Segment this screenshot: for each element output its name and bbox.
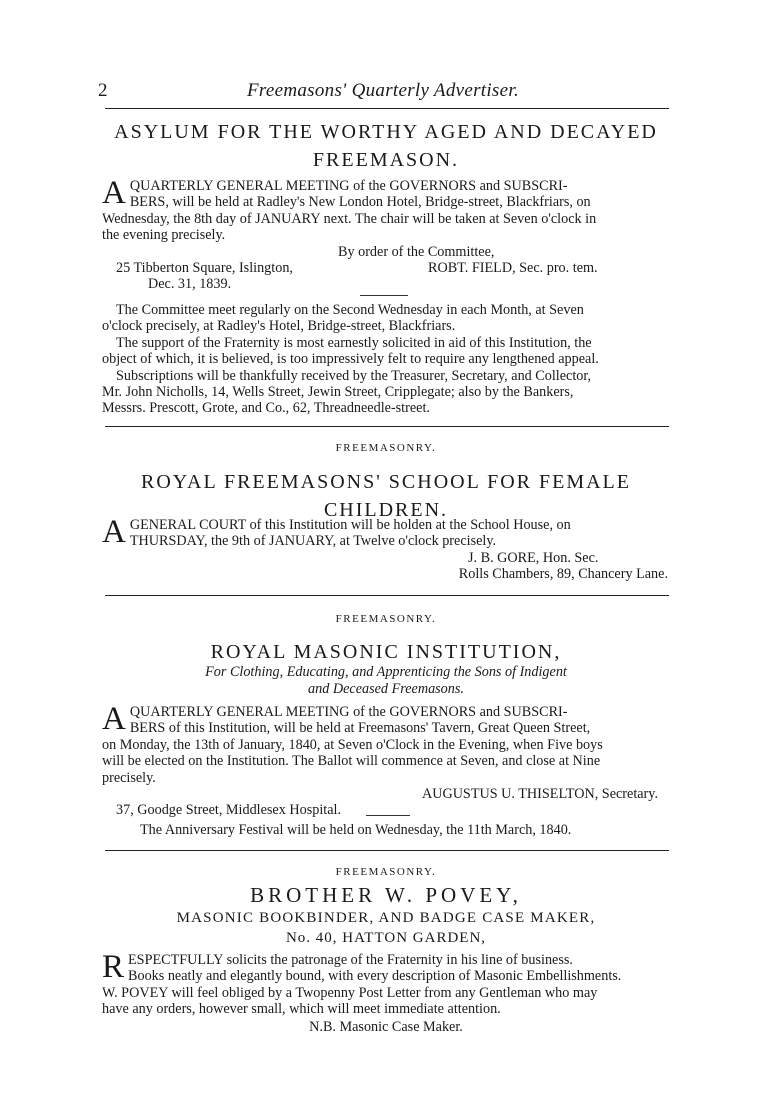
institution-para-line: precisely. xyxy=(102,769,156,786)
section-rule xyxy=(105,426,669,427)
school-address: Rolls Chambers, 89, Chancery Lane. xyxy=(458,566,668,583)
asylum-dropcap: A xyxy=(102,175,126,211)
running-header xyxy=(98,80,668,104)
institution-subtitle-line1: For Clothing, Educating, and Apprenticing the Sons of Indigent xyxy=(205,664,567,680)
asylum-para-line: the evening precisely. xyxy=(102,227,226,244)
institution-para-line: QUARTERLY GENERAL MEETING of the GOVERNORS and SUBSCRI- xyxy=(129,704,568,720)
school-signatory: J. B. GORE, Hon. Sec. xyxy=(468,549,599,566)
povey-nb: N.B. Masonic Case Maker. xyxy=(309,1019,463,1035)
institution-festival-notice xyxy=(102,822,670,838)
povey-heading: BROTHER W. POVEY, xyxy=(250,883,522,907)
asylum-signatory: ROBT. FIELD, Sec. pro. tem. xyxy=(428,260,598,277)
povey-para-line: ESPECTFULLY solicits the patronage of the Fraternity in his line of business. xyxy=(128,952,573,968)
asylum-notes-line: Mr. John Nicholls, 14, Wells Street, Jewin Street, Cripplegate; also by the Bankers, xyxy=(102,384,574,401)
asylum-heading-line1: ASYLUM FOR THE WORTHY AGED AND DECAYED xyxy=(114,121,658,143)
asylum-date: Dec. 31, 1839. xyxy=(148,276,232,293)
school-label: FREEMASONRY. xyxy=(335,442,437,454)
asylum-para-line: BERS, will be held at Radley's New London Hotel, Bridge-street, Blackfriars, on xyxy=(129,194,591,211)
asylum-notice xyxy=(102,175,670,293)
asylum-notes-line: The support of the Fraternity is most earnestly solicited in aid of this Institution, the xyxy=(116,334,592,351)
institution-festival: The Anniversary Festival will be held on Wednesday, the 11th March, 1840. xyxy=(140,822,572,838)
povey-notice xyxy=(102,949,670,1018)
asylum-heading xyxy=(102,118,670,174)
institution-subtitle xyxy=(102,664,670,698)
running-title: Freemasons' Quarterly Advertiser. xyxy=(246,80,519,101)
section-rule xyxy=(105,595,669,596)
institution-para-line: will be elected on the Institution. The Ballot will commence at Seven, and close at Nine xyxy=(102,753,601,770)
povey-para-line: Books neatly and elegantly bound, with every description of Masonic Embellishments. xyxy=(128,968,622,985)
page-number: 2 xyxy=(98,80,108,101)
institution-address: 37, Goodge Street, Middlesex Hospital. xyxy=(116,802,341,819)
school-heading-line1: ROYAL FREEMASONS' SCHOOL FOR FEMALE xyxy=(141,471,631,493)
institution-para-line: on Monday, the 13th of January, 1840, at Seven o'Clock in the Evening, when Five boys xyxy=(102,736,603,753)
institution-divider xyxy=(366,815,410,816)
asylum-notes-line: o'clock precisely, at Radley's Hotel, Bridge-street, Blackfriars. xyxy=(102,318,456,335)
povey-para-line: W. POVEY will feel obliged by a Twopenny Post Letter from any Gentleman who may xyxy=(102,984,598,1001)
institution-heading: ROYAL MASONIC INSTITUTION, xyxy=(210,641,562,663)
asylum-divider xyxy=(360,295,408,296)
povey-dropcap: R xyxy=(102,949,125,985)
asylum-para-line: Wednesday, the 8th day of JANUARY next. The chair will be taken at Seven o'clock in xyxy=(102,210,597,227)
asylum-notes-line: The Committee meet regularly on the Second Wednesday in each Month, at Seven xyxy=(116,302,584,318)
asylum-heading-line2: FREEMASON. xyxy=(312,149,460,171)
institution-para-line: BERS of this Institution, will be held at Freemasons' Tavern, Great Queen Street, xyxy=(129,720,591,737)
asylum-address: 25 Tibberton Square, Islington, xyxy=(116,260,293,277)
institution-dropcap: A xyxy=(102,701,126,737)
institution-subtitle-line2: and Deceased Freemasons. xyxy=(308,681,464,697)
povey-address-heading: No. 40, HATTON GARDEN, xyxy=(285,930,487,946)
school-notice xyxy=(102,514,670,583)
institution-label: FREEMASONRY. xyxy=(335,613,437,625)
asylum-committee-notes xyxy=(102,302,670,417)
school-dropcap: A xyxy=(102,514,126,550)
school-para-line: THURSDAY, the 9th of JANUARY, at Twelve o'clock precisely. xyxy=(129,533,497,550)
povey-para-line: have any orders, however small, which will meet immediate attention. xyxy=(102,1001,501,1018)
asylum-notes-line: Messrs. Prescott, Grote, and Co., 62, Threadneedle-street. xyxy=(102,400,430,417)
povey-label: FREEMASONRY. xyxy=(335,866,437,878)
asylum-para-line: QUARTERLY GENERAL MEETING of the GOVERNORS and SUBSCRI- xyxy=(129,178,568,194)
asylum-notes-line: Subscriptions will be thankfully received by the Treasurer, Secretary, and Collector, xyxy=(116,367,592,384)
section-rule xyxy=(105,850,669,851)
school-heading xyxy=(102,468,670,524)
school-para-line: GENERAL COURT of this Institution will be holden at the School House, on xyxy=(129,517,571,533)
institution-signatory: AUGUSTUS U. THISELTON, Secretary. xyxy=(421,786,658,803)
school-heading-line2: CHILDREN. xyxy=(323,499,449,521)
header-rule xyxy=(105,108,669,109)
asylum-order-line: By order of the Committee, xyxy=(338,243,495,260)
povey-subheading: MASONIC BOOKBINDER, AND BADGE CASE MAKER, xyxy=(176,910,596,926)
institution-notice xyxy=(102,701,670,819)
asylum-notes-line: object of which, it is believed, is too impressively felt to require any lengthened appeal. xyxy=(102,351,599,368)
